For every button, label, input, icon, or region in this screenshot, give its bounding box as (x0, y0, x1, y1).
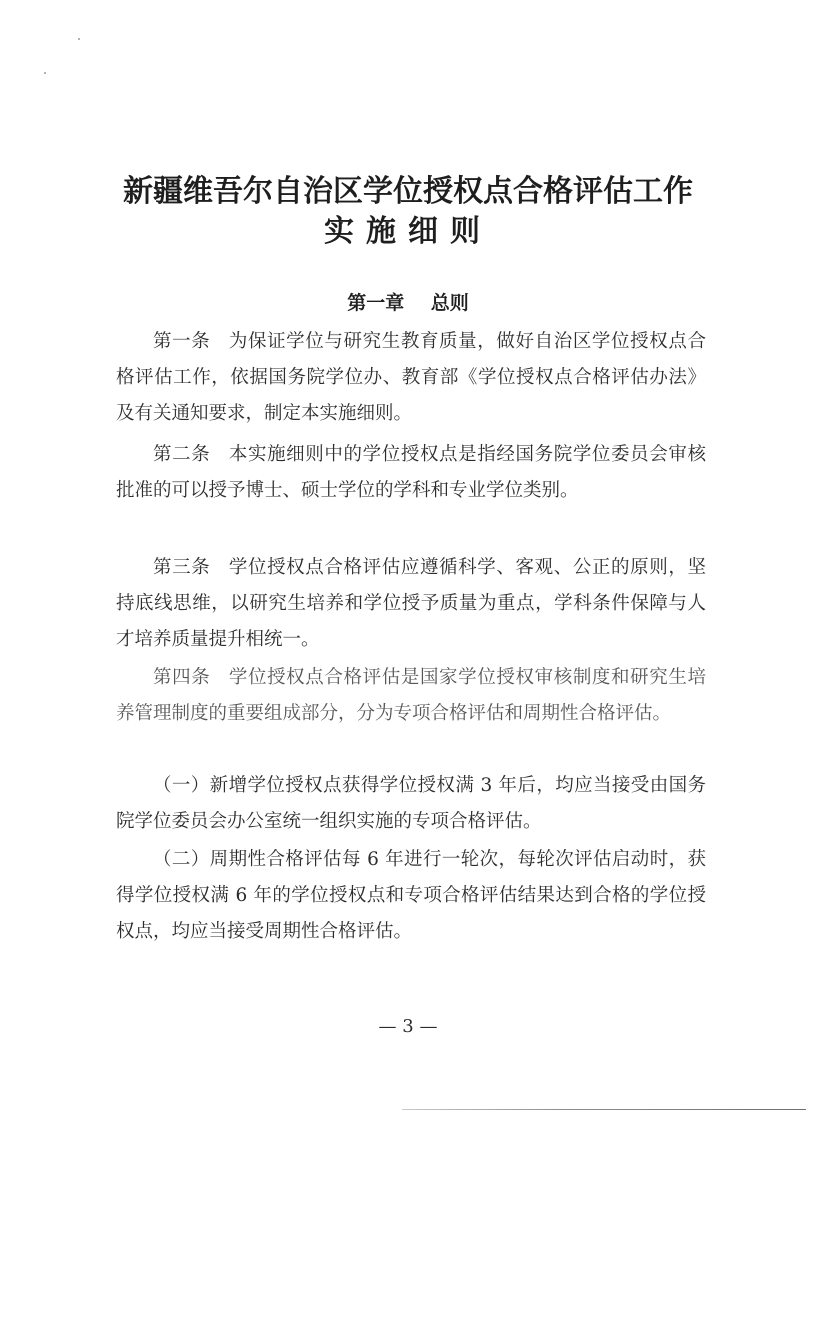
article-1 (116, 324, 706, 432)
list-item-2 (116, 842, 706, 950)
list-item-1 (116, 768, 706, 840)
article-3 (116, 550, 706, 658)
document-title-line2: 实施细则 (324, 214, 492, 249)
article-label: 第三条 (153, 557, 211, 578)
chapter-heading: 第一章 总则 (347, 292, 469, 314)
article-label: 第二条 (153, 444, 211, 465)
article-label: 第一条 (153, 331, 211, 352)
article-text: 学位授权点合格评估应遵循科学、客观、公正的原则，坚持底线思维，以研究生培养和学位授予质量为重点，学科条件保障与人才培养质量提升相统一。 (116, 557, 706, 650)
document-title-line1: 新疆维吾尔自治区学位授权点合格评估工作 (123, 174, 693, 209)
page-number: — 3 — (378, 1016, 438, 1037)
footer-rule (402, 1109, 806, 1110)
article-text: 学位授权点合格评估是国家学位授权审核制度和研究生培养管理制度的重要组成部分，分为专项合格评估和周期性合格评估。 (116, 667, 706, 724)
list-item-text: （二）周期性合格评估每 6 年进行一轮次，每轮次评估启动时，获得学位授权满 6 年的学位授权点和专项合格评估结果达到合格的学位授权点，均应当接受周期性合格评估。 (116, 849, 706, 942)
scan-speck (78, 38, 80, 40)
article-label: 第四条 (153, 667, 211, 688)
list-item-text: （一）新增学位授权点获得学位授权满 3 年后，均应当接受由国务院学位委员会办公室统一组织实施的专项合格评估。 (116, 775, 706, 832)
article-2 (116, 437, 706, 509)
scan-speck (44, 72, 46, 74)
article-text: 为保证学位与研究生教育质量，做好自治区学位授权点合格评估工作，依据国务院学位办、教育部《学位授权点合格评估办法》及有关通知要求，制定本实施细则。 (116, 331, 706, 424)
article-4 (116, 660, 706, 732)
article-text: 本实施细则中的学位授权点是指经国务院学位委员会审核批准的可以授予博士、硕士学位的学科和专业学位类别。 (116, 444, 706, 501)
